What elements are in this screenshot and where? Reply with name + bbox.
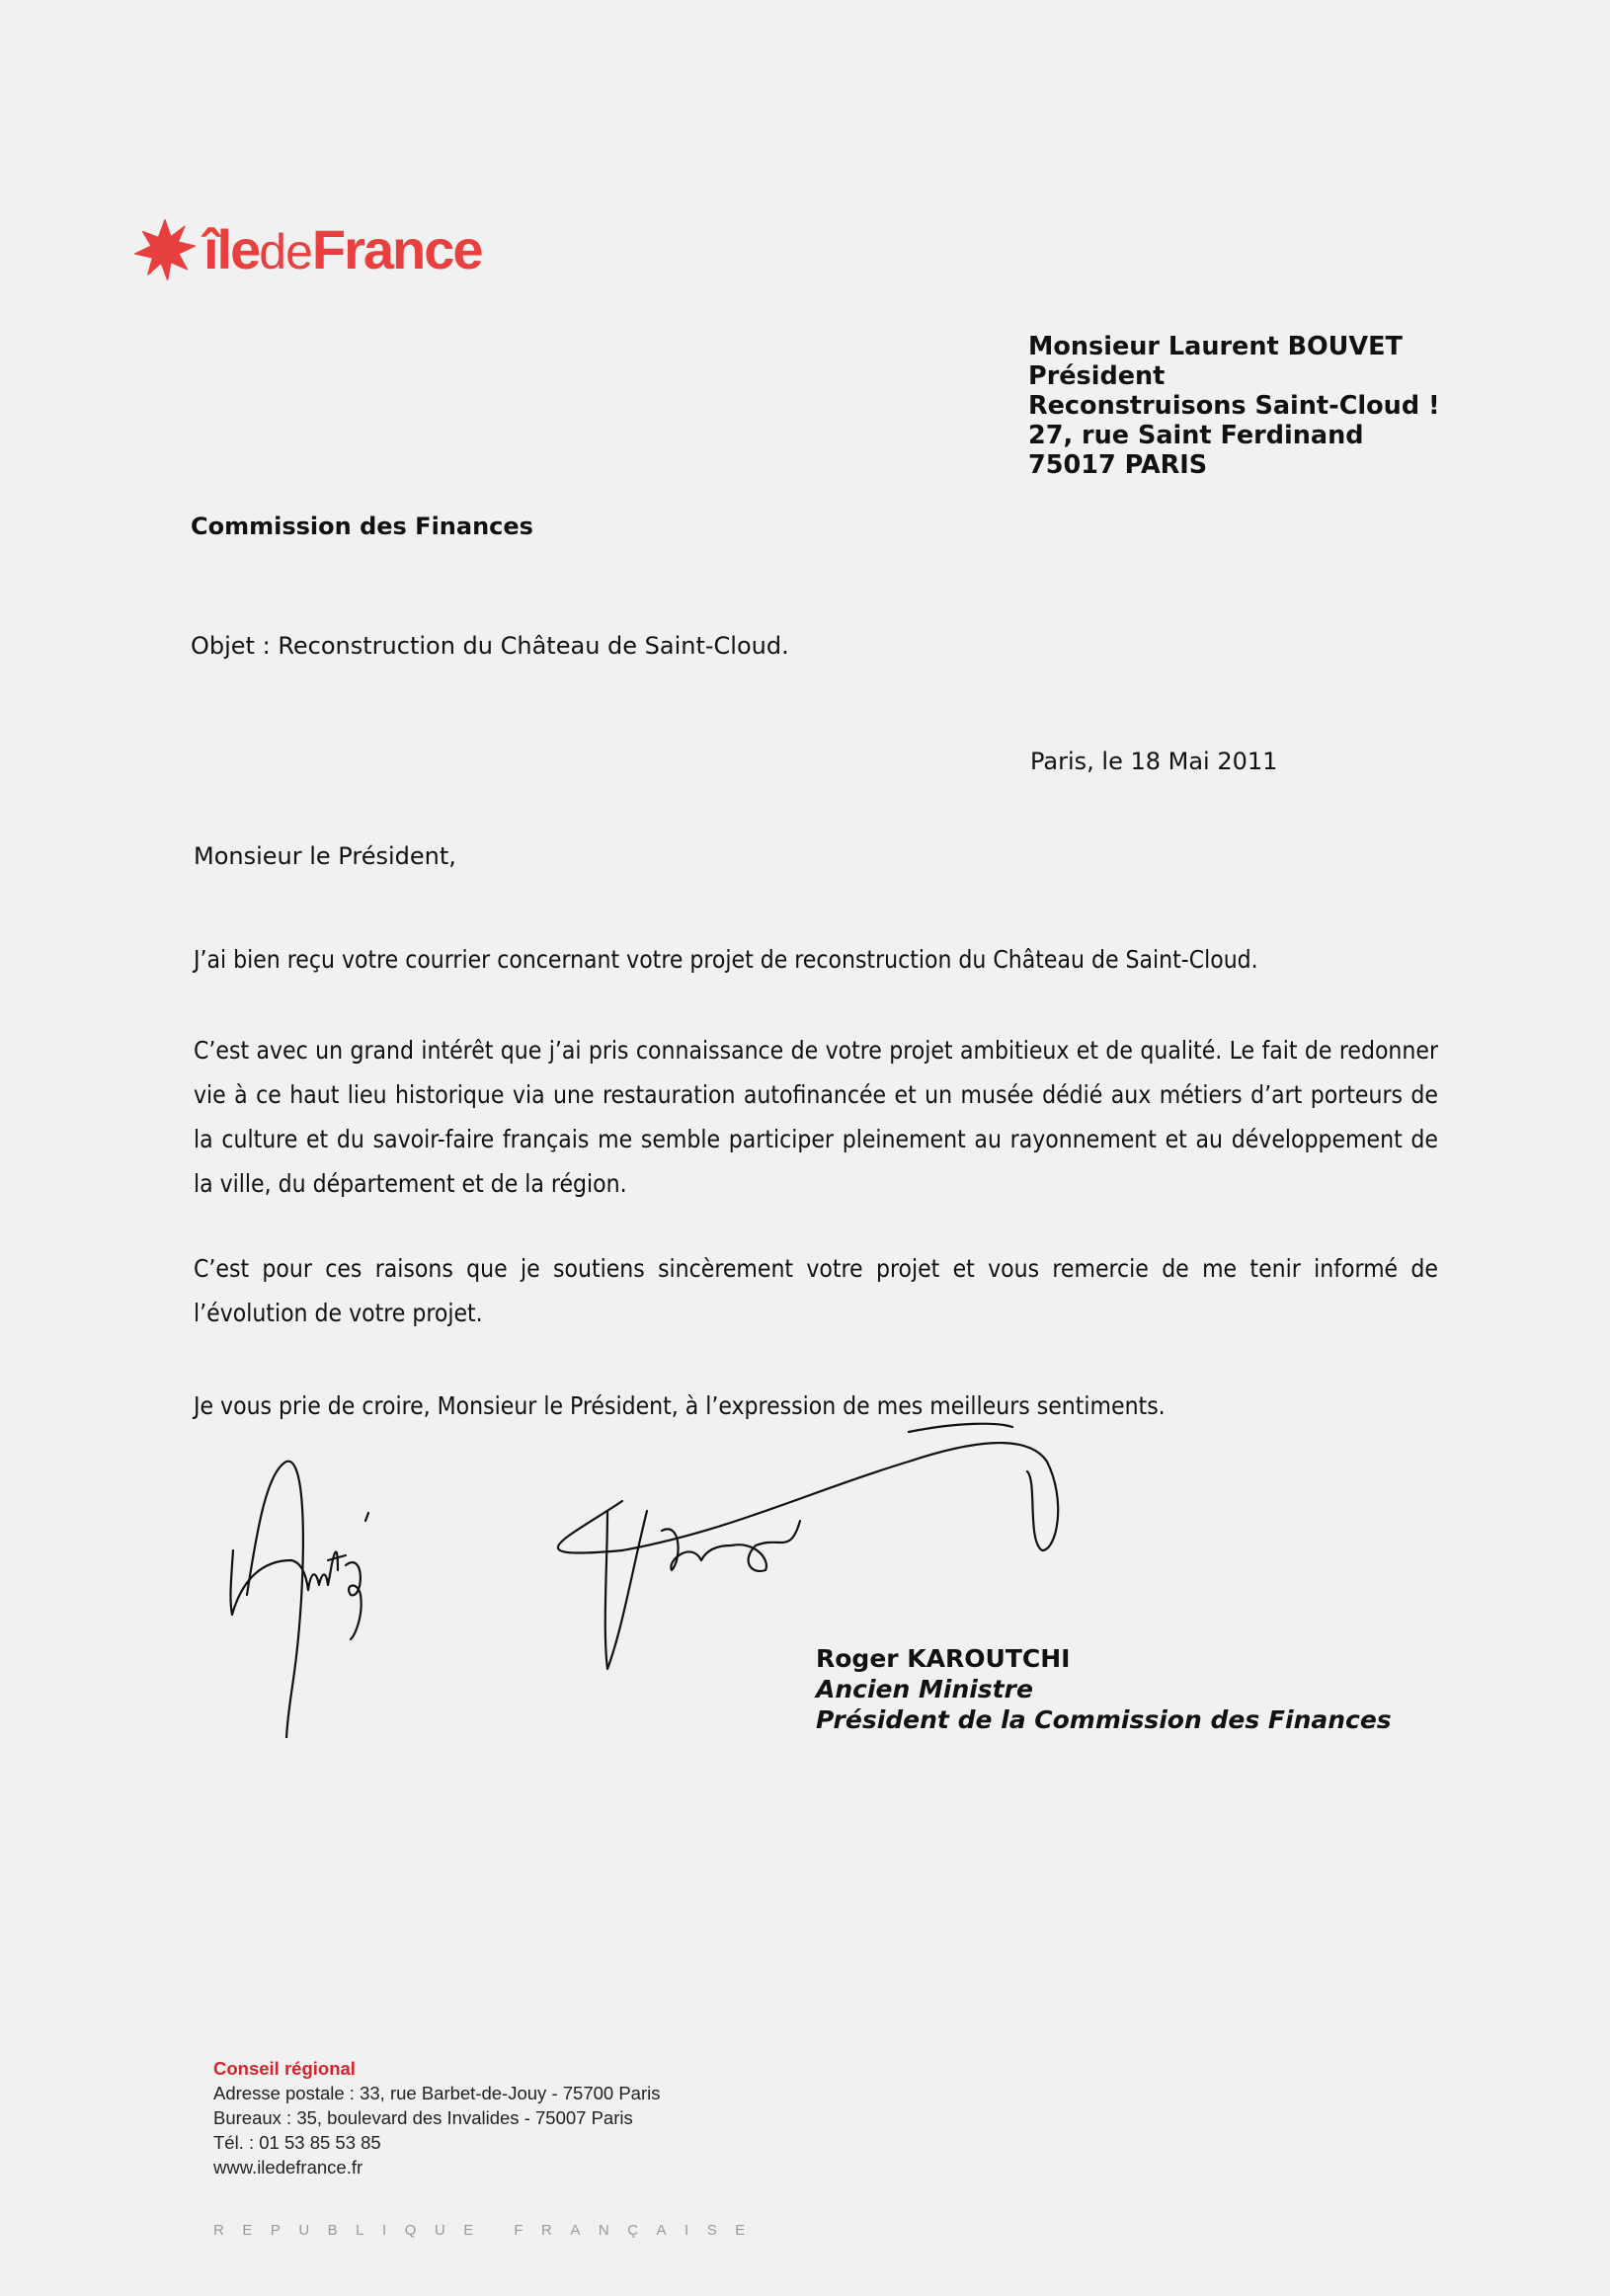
- logo-wordmark: îledeFrance: [203, 218, 482, 280]
- signer-position: Président de la Commission des Finances: [816, 1705, 1392, 1734]
- signer-block: [816, 1643, 1392, 1735]
- letter-date: Paris, le 18 Mai 2011: [1030, 748, 1278, 775]
- recipient-address: [1028, 332, 1440, 480]
- star-icon: [132, 217, 198, 282]
- recipient-organization: Reconstruisons Saint-Cloud !: [1028, 391, 1440, 421]
- signature-amities: [230, 1462, 368, 1738]
- salutation: Monsieur le Président,: [194, 842, 456, 870]
- recipient-name: Monsieur Laurent BOUVET: [1028, 332, 1403, 361]
- body-paragraph: C’est avec un grand intérêt que j’ai pris connaissance de votre projet ambitieux et de qualité. Le fait de redonner vie à ce haut lieu historique via une restauration autofinancée et un musée dédié aux métiers d’art porteurs de la culture et du savoir-faire français me semble participer pleinement au rayonnement et au développement de la ville, du département et de la région.: [194, 1036, 1438, 1198]
- sender-department: Commission des Finances: [191, 513, 533, 540]
- recipient-title: Président: [1028, 361, 1166, 391]
- body-paragraph: C’est pour ces raisons que je soutiens sincèrement votre projet et vous remercie de me tenir informé de l’évolution de votre projet.: [194, 1254, 1438, 1327]
- footer-phone: Tél. : 01 53 85 53 85: [213, 2132, 381, 2153]
- recipient-street: 27, rue Saint Ferdinand: [1028, 421, 1364, 450]
- footer-organization: Conseil régional: [213, 2058, 356, 2079]
- body-paragraph: J’ai bien reçu votre courrier concernant votre projet de reconstruction du Château de Saint-Cloud.: [194, 945, 1258, 974]
- footer-website[interactable]: www.iledefrance.fr: [213, 2157, 363, 2177]
- republique-francaise-mark: REPUBLIQUE FRANÇAISE: [213, 2222, 764, 2239]
- footer-office-address: Bureaux : 35, boulevard des Invalides - 75007 Paris: [213, 2107, 633, 2128]
- signature-karoutchi: [558, 1424, 1058, 1669]
- subject-line: Objet : Reconstruction du Château de Saint-Cloud.: [191, 632, 789, 660]
- footer-postal-address: Adresse postale : 33, rue Barbet-de-Jouy - 75700 Paris: [213, 2083, 661, 2103]
- signer-name: Roger KAROUTCHI: [816, 1644, 1071, 1673]
- closing-paragraph: Je vous prie de croire, Monsieur le Président, à l’expression de mes meilleurs sentiments.: [194, 1391, 1166, 1420]
- footer-contact: [213, 2056, 660, 2179]
- region-logo: [132, 217, 482, 282]
- signer-title: Ancien Ministre: [816, 1675, 1033, 1703]
- recipient-city: 75017 PARIS: [1028, 450, 1208, 480]
